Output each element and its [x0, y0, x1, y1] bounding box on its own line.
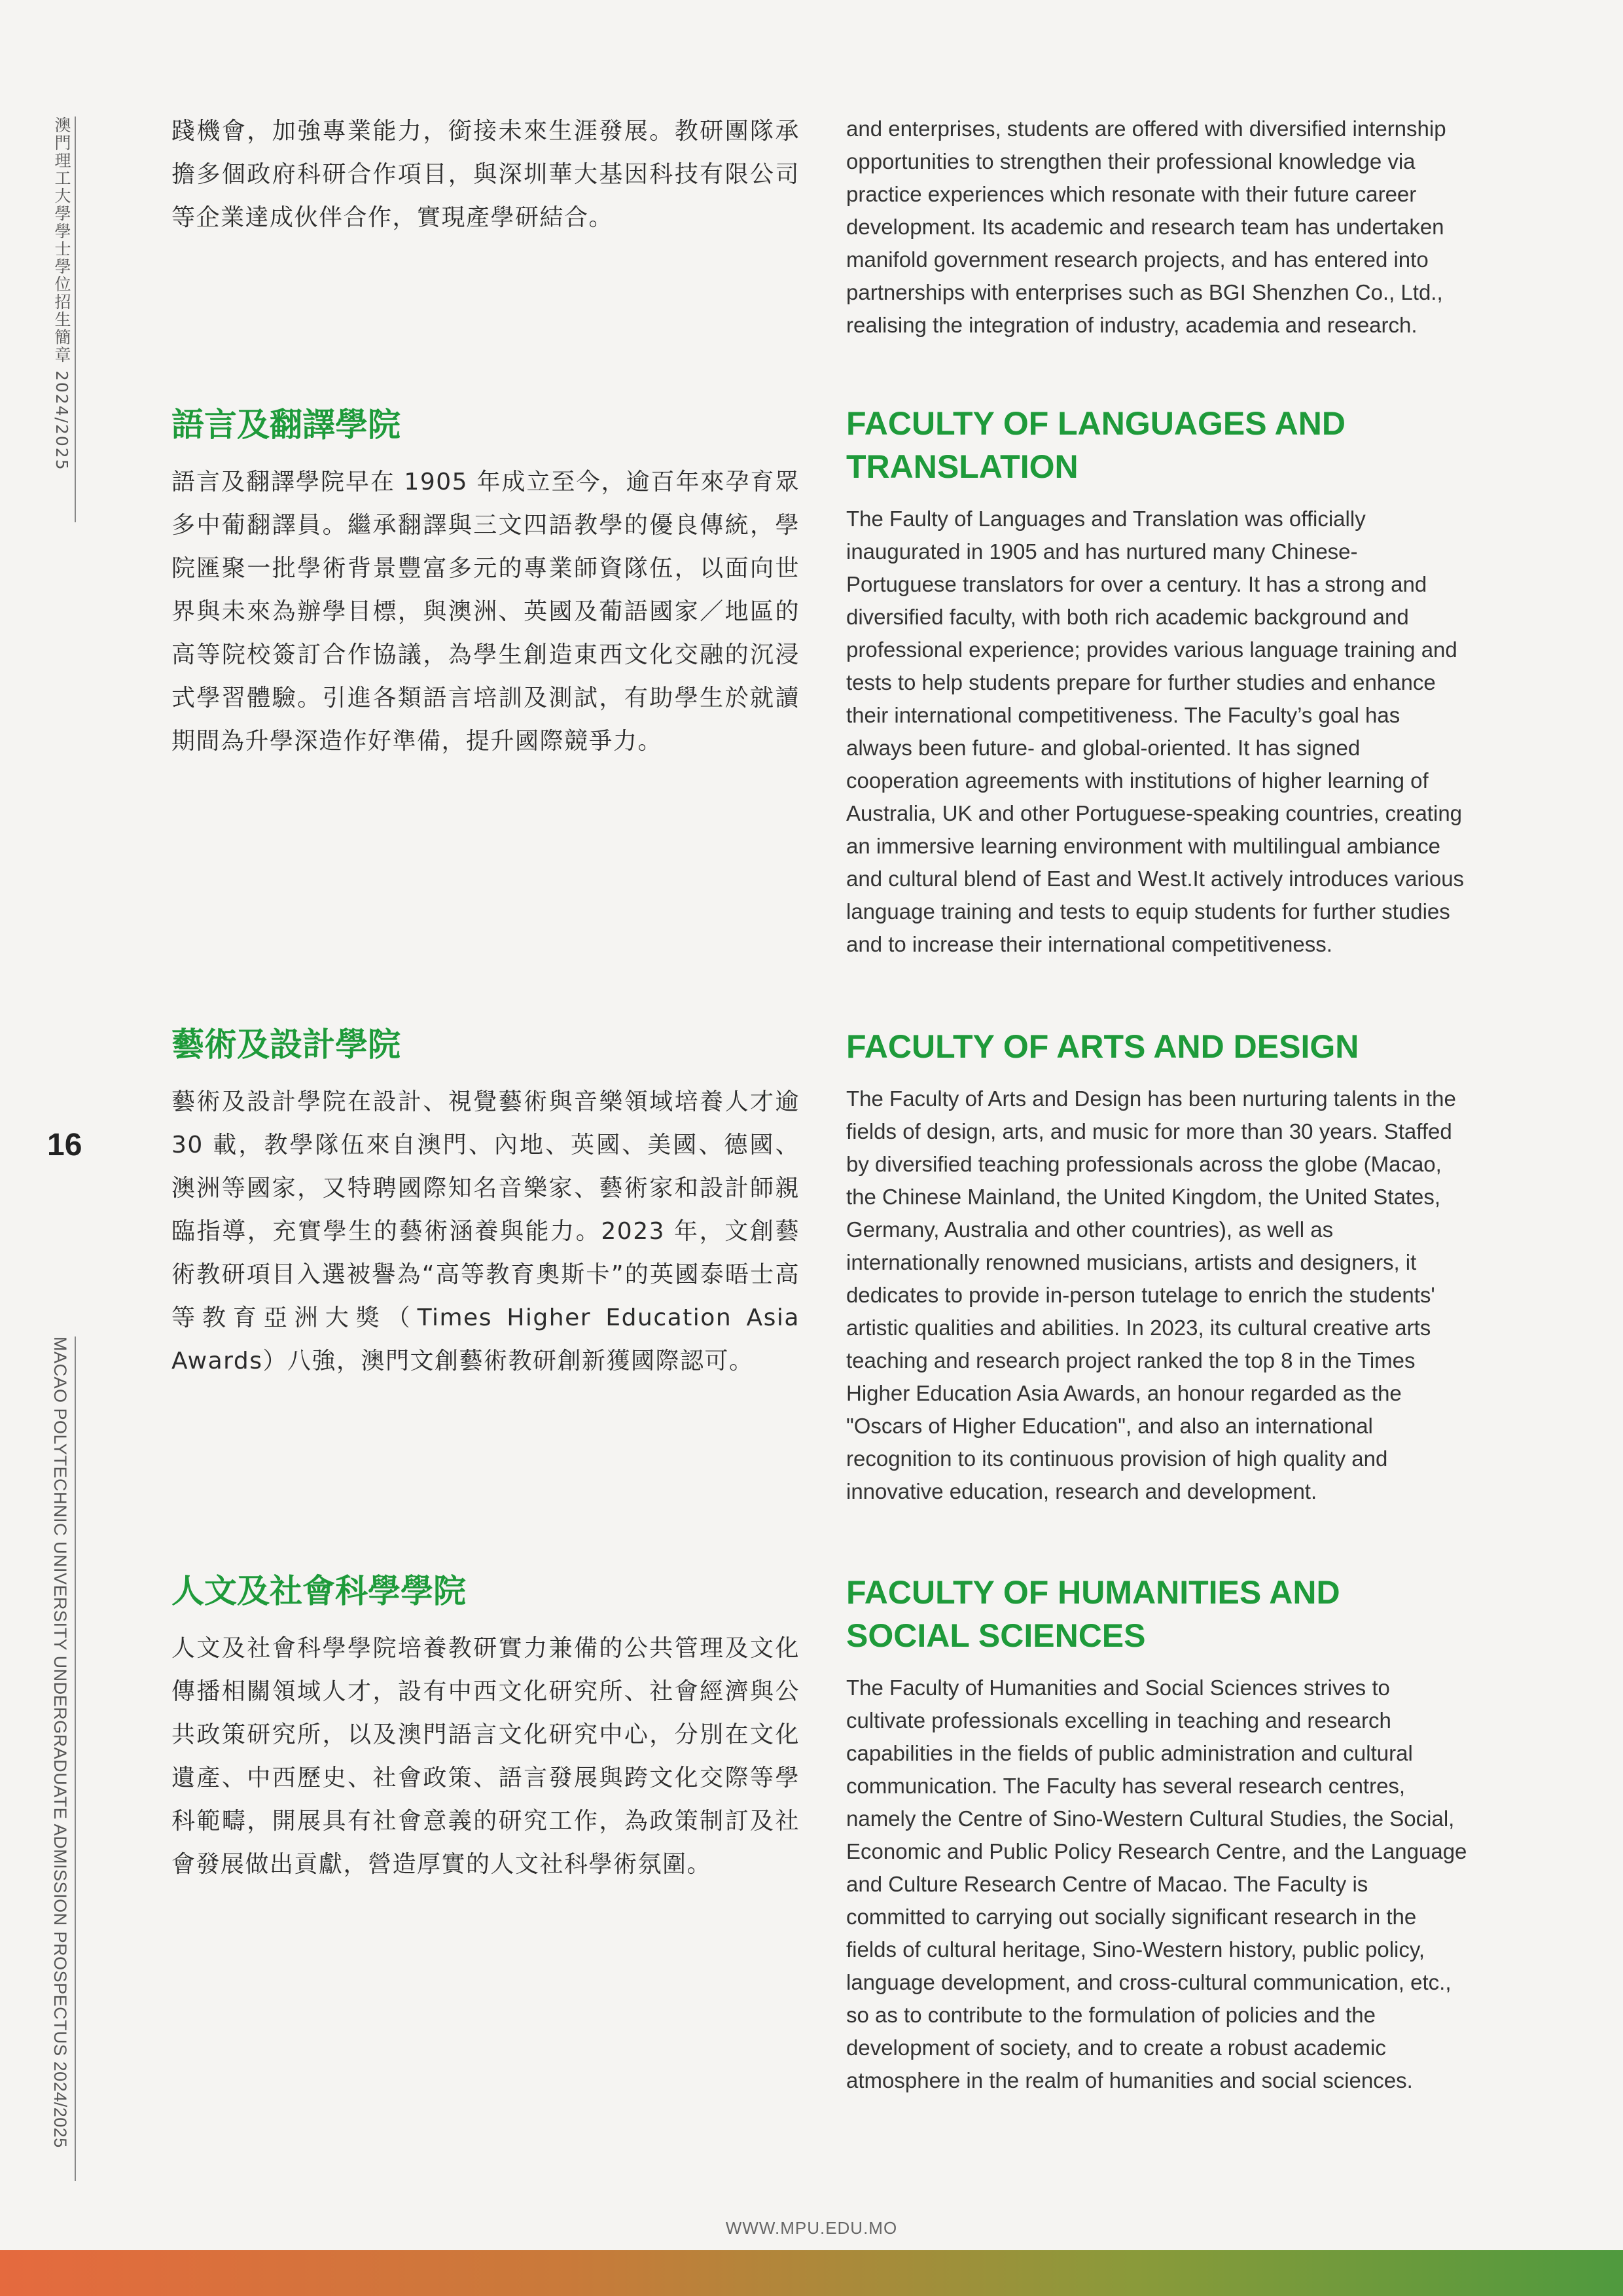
intro-english-text: and enterprises, students are offered with diversified internship opportunities to strengthen their professional knowledge via practice experiences which resonate with their future career development. Its academic and research team has undertaken manifold government research projects, and has entered into partnerships with enterprises such as BGI Shenzhen Co., Ltd., realising the integration of industry, academia and research.: [846, 117, 1446, 337]
intro-english: [846, 113, 1468, 342]
section-title: FACULTY OF ARTS AND DESIGN: [846, 1028, 1359, 1065]
section-body: 藝術及設計學院在設計、視覺藝術與音樂領域培養人才逾 30 載，教學隊伍來自澳門、內地、英國、美國、德國、澳洲等國家，又特聘國際知名音樂家、藝術家和設計師親臨指導，充實學生的藝術涵養與能力。2023 年，文創藝術教研項目入選被譽為“高等教育奧斯卡”的英國泰晤士高等教育亞洲大獎（Times Higher Education Asia Awards）八強，澳門文創藝術教研創新獲國際認可。: [171, 1088, 800, 1374]
section-languages-english: [846, 402, 1468, 961]
section-title: FACULTY OF HUMANITIES AND SOCIAL SCIENCES: [846, 1574, 1340, 1654]
section-arts-english: [846, 1025, 1468, 1508]
page-number: 16: [47, 1128, 82, 1162]
section-body: The Faculty of Humanities and Social Sciences strives to cultivate professionals excelling in teaching and research capabilities in the fields of public administration and cultural communication. The Faculty has several research centres, namely the Centre of Sino-Western Cultural Studies, the Social, Economic and Public Policy Research Centre, and the Language and Culture Research Centre of Macao. The Faculty is committed to carrying out socially significant research in the fields of cultural heritage, Sino-Western history, public policy, language development, and cross-cultural communication, etc., so as to contribute to the formulation of policies and the development of society, and to create a robust academic atmosphere in the realm of humanities and social sciences.: [846, 1676, 1467, 2092]
section-arts-chinese: [171, 1023, 800, 1383]
section-humanities-english: [846, 1571, 1468, 2097]
section-title: FACULTY OF LANGUAGES AND TRANSLATION: [846, 405, 1346, 485]
intro-chinese: [171, 110, 800, 240]
bottom-gradient-bar: [0, 2250, 1623, 2296]
section-body: 人文及社會科學學院培養教研實力兼備的公共管理及文化傳播相關領域人才，設有中西文化研究所、社會經濟與公共政策研究所，以及澳門語言文化研究中心，分別在文化遺產、中西歷史、社會政策、語言發展與跨文化交際等學科範疇，開展具有社會意義的研究工作，為政策制訂及社會發展做出貢獻，營造厚實的人文社科學術氛圍。: [171, 1635, 800, 1878]
section-body: The Faculty of Arts and Design has been nurturing talents in the fields of design, arts, and music for more than 30 years. Staffed by diversified teaching professionals across the globe (Macao, the Chinese Mainland, the United Kingdom, the United States, Germany, Australia and other countries), as well as internationally renowned musicians, artists and designers, it dedicates to provide in-person tutelage to enrich the students' artistic qualities and abilities. In 2023, its cultural creative arts teaching and research project ranked the top 8 in the Times Higher Education Asia Awards, an honour regarded as the "Oscars of Higher Education", and also an international recognition to its continuous provision of high quality and innovative education, research and development.: [846, 1086, 1456, 1503]
sidebar-chinese-title-text: 澳門理工大學學士學位招生簡章 2024/2025: [52, 117, 71, 471]
sidebar-english-title: [50, 1336, 76, 2181]
section-title: 語言及翻譯學院: [171, 406, 401, 444]
section-humanities-chinese: [171, 1570, 800, 1886]
section-title: 人文及社會科學學院: [171, 1572, 466, 1610]
section-body: 語言及翻譯學院早在 1905 年成立至今，逾百年來孕育眾多中葡翻譯員。繼承翻譯與三文四語教學的優良傳統，學院匯聚一批學術背景豐富多元的專業師資隊伍，以面向世界與未來為辦學目標，與澳洲、英國及葡語國家／地區的高等院校簽訂合作協議，為學生創造東西文化交融的沉浸式學習體驗。引進各類語言培訓及測試，有助學生於就讀期間為升學深造作好準備，提升國際競爭力。: [171, 469, 800, 755]
footer-website-link[interactable]: WWW.MPU.EDU.MO: [725, 2218, 898, 2238]
sidebar-chinese-title: [50, 117, 76, 522]
sidebar-english-title-text: MACAO POLYTECHNIC UNIVERSITY UNDERGRADUATE ADMISSION PROSPECTUS 2024/2025: [50, 1336, 70, 2148]
section-languages-chinese: [171, 403, 800, 763]
section-title: 藝術及設計學院: [171, 1026, 401, 1064]
intro-chinese-text: 踐機會，加強專業能力，銜接未來生涯發展。教研團隊承擔多個政府科研合作項目，與深圳華大基因科技有限公司等企業達成伙伴合作，實現產學研結合。: [171, 118, 800, 231]
section-body: The Faulty of Languages and Translation was officially inaugurated in 1905 and has nurtured many Chinese-Portuguese translators for over a century. It has a strong and diversified faculty, with both rich academic background and professional experience; provides various language training and tests to help students prepare for further studies and enhance their international competitiveness. The Faculty’s goal has always been future- and global-oriented. It has signed cooperation agreements with institutions of higher learning of Australia, UK and other Portuguese-speaking countries, creating an immersive learning environment with multilingual ambiance and cultural blend of East and West.It actively introduces various language training and tests to equip students for further studies and to increase their international competitiveness.: [846, 507, 1465, 956]
